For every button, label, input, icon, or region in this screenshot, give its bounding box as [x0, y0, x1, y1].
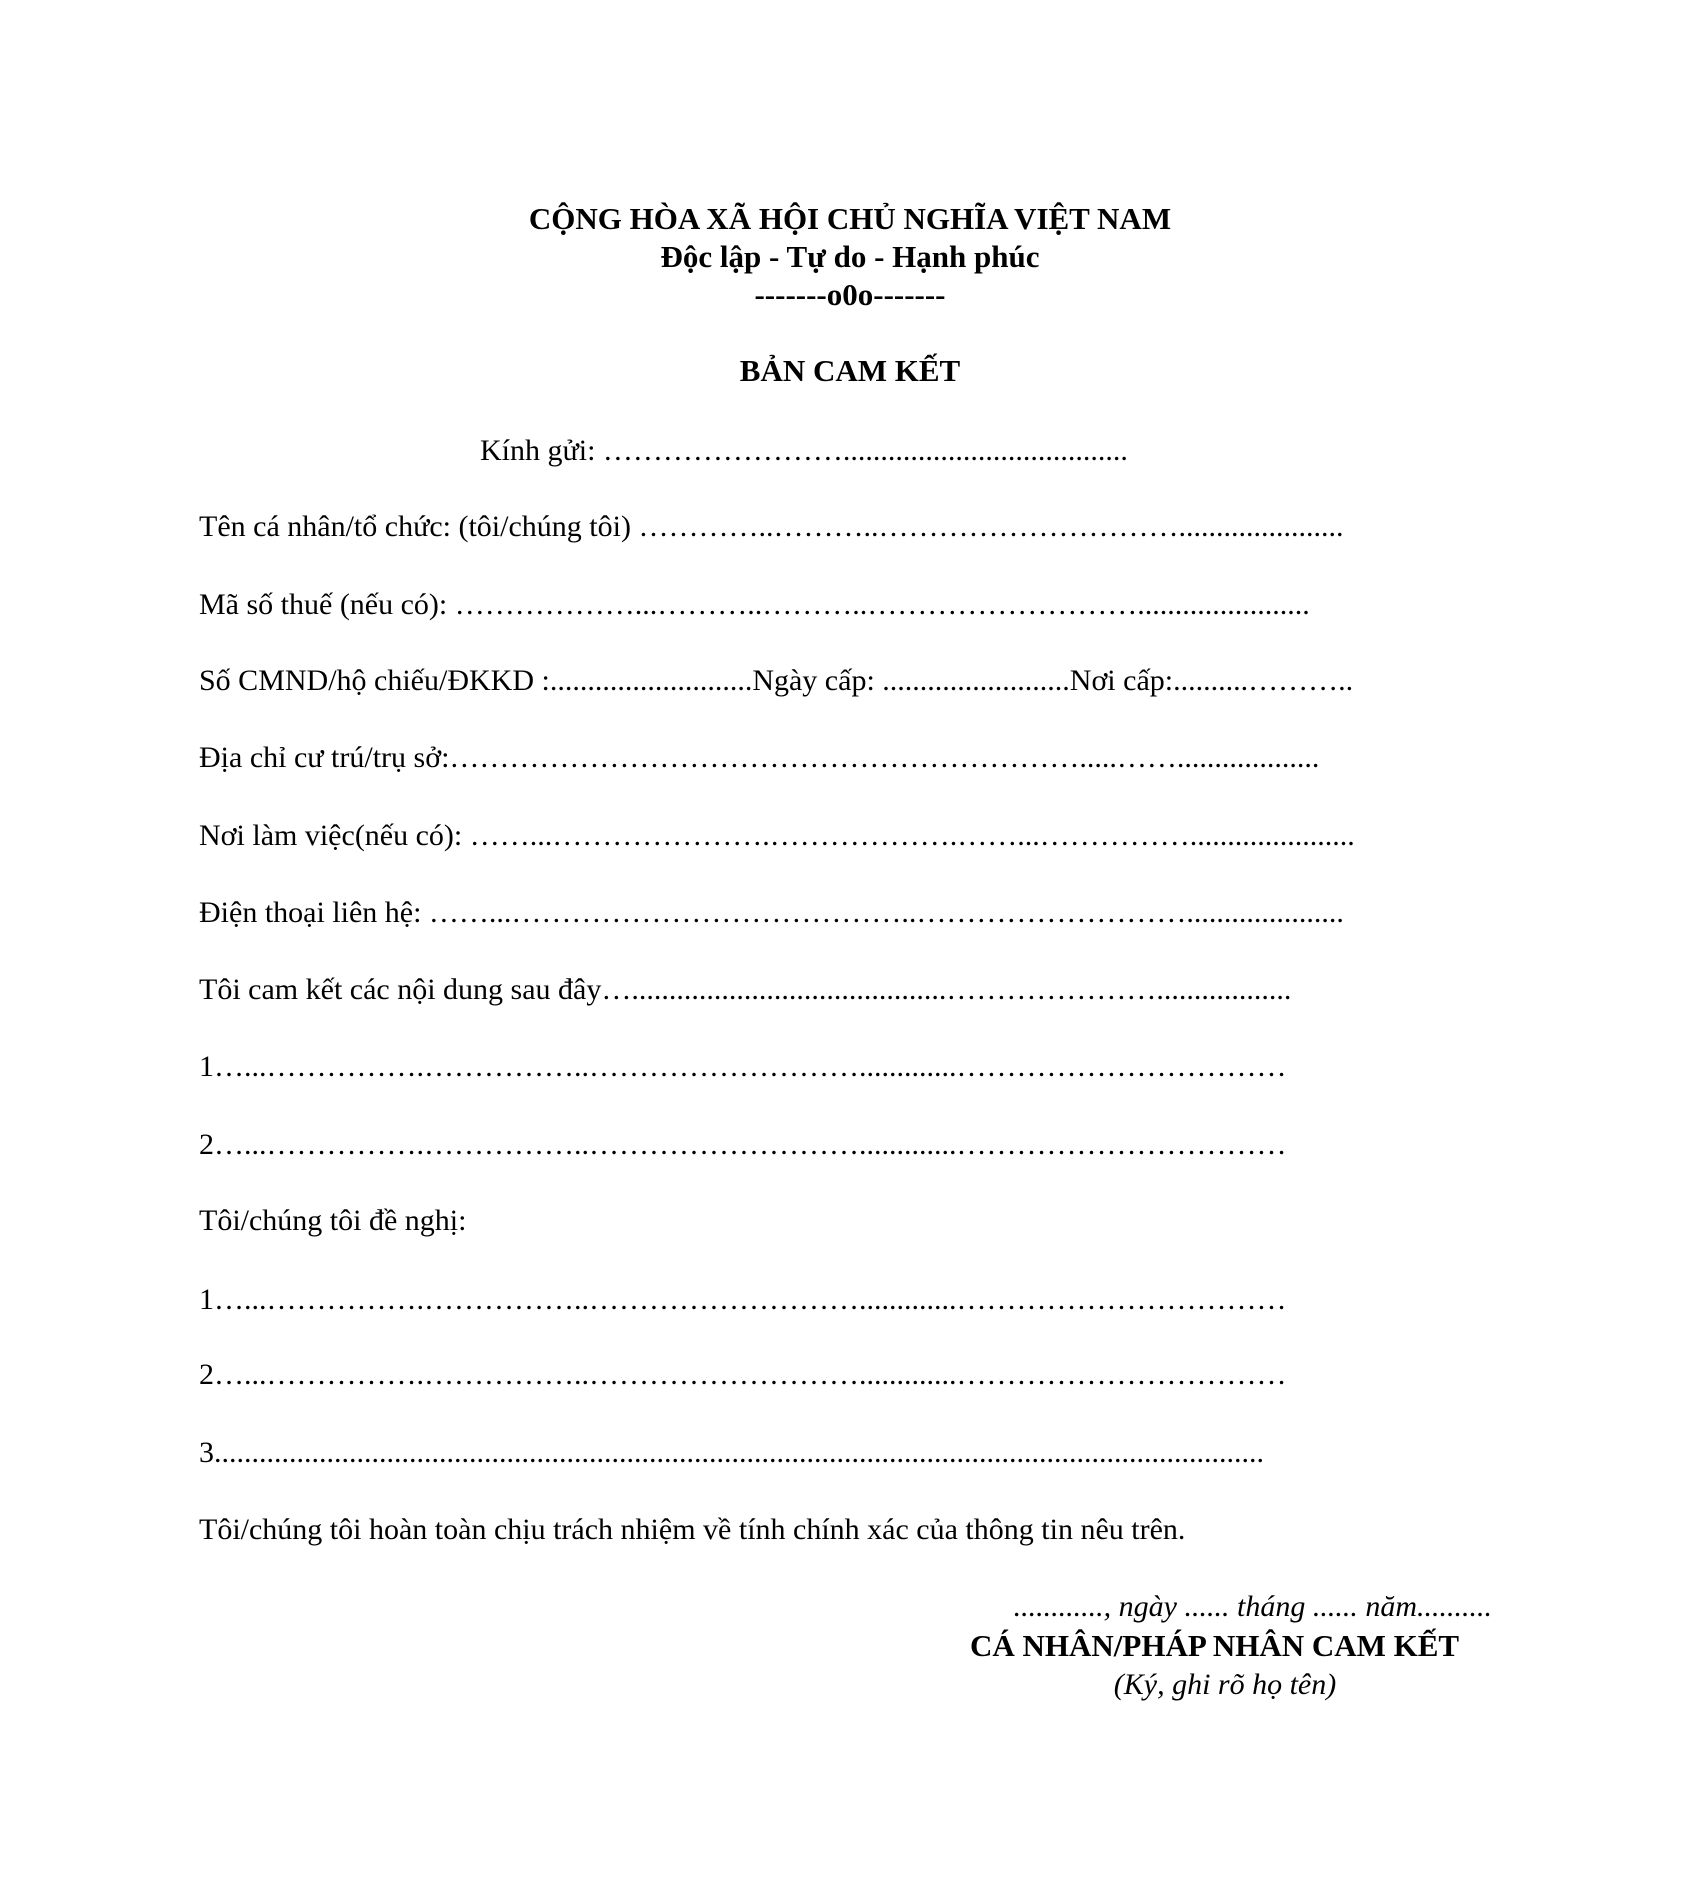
header-separator: -------o0o-------: [754, 277, 946, 312]
greeting-line: Kính gửi: ……………………......................................: [480, 434, 1128, 467]
commitment-intro: Tôi cam kết các nội dung sau đây…..........................................…………………..................: [199, 973, 1292, 1006]
address-field: Địa chỉ cư trú/trụ sở:……………………………………………………….....……...................: [199, 741, 1320, 774]
tax-code-field: Mã số thuế (nếu có): ………………...………..………..……………………….......................: [199, 588, 1310, 621]
responsibility-statement: Tôi/chúng tôi hoàn toàn chịu trách nhiệm về tính chính xác của thông tin nêu trên.: [199, 1513, 1186, 1546]
national-motto: Độc lập - Tự do - Hạnh phúc: [660, 239, 1040, 274]
name-field: Tên cá nhân/tổ chức: (tôi/chúng tôi) …………..………..…………………………......................: [199, 510, 1344, 543]
proposal-intro: Tôi/chúng tôi đề nghị:: [199, 1204, 467, 1237]
national-title: CỘNG HÒA XÃ HỘI CHỦ NGHĨA VIỆT NAM: [528, 201, 1172, 236]
id-number-field: Số CMND/hộ chiếu/ĐKKD :...........................Ngày cấp: .........................Nơi cấp:..........………..: [199, 664, 1354, 697]
workplace-field: Nơi làm việc(nếu có): ……...………………….……………….……...……………......................: [199, 819, 1355, 852]
signature-note: (Ký, ghi rõ họ tên): [1113, 1668, 1337, 1701]
date-line: ............, ngày ...... tháng ...... năm..........: [1013, 1590, 1492, 1623]
proposal-item-3: 3............................................................................................................................................: [199, 1436, 1264, 1469]
proposal-item-2: 2…...…………….……………..……………………….............……………………………: [199, 1358, 1287, 1391]
proposal-item-1: 1…...…………….……………..……………………….............……………………………: [199, 1283, 1287, 1316]
commitment-item-2: 2…...…………….……………..……………………….............……………………………: [199, 1128, 1287, 1161]
signature-title: CÁ NHÂN/PHÁP NHÂN CAM KẾT: [970, 1628, 1460, 1663]
phone-field: Điện thoại liên hệ: ……...…………………………………..……………………….....................: [199, 896, 1344, 929]
document-title: BẢN CAM KẾT: [739, 353, 961, 388]
commitment-item-1: 1…...…………….……………..……………………….............……………………………: [199, 1050, 1287, 1083]
